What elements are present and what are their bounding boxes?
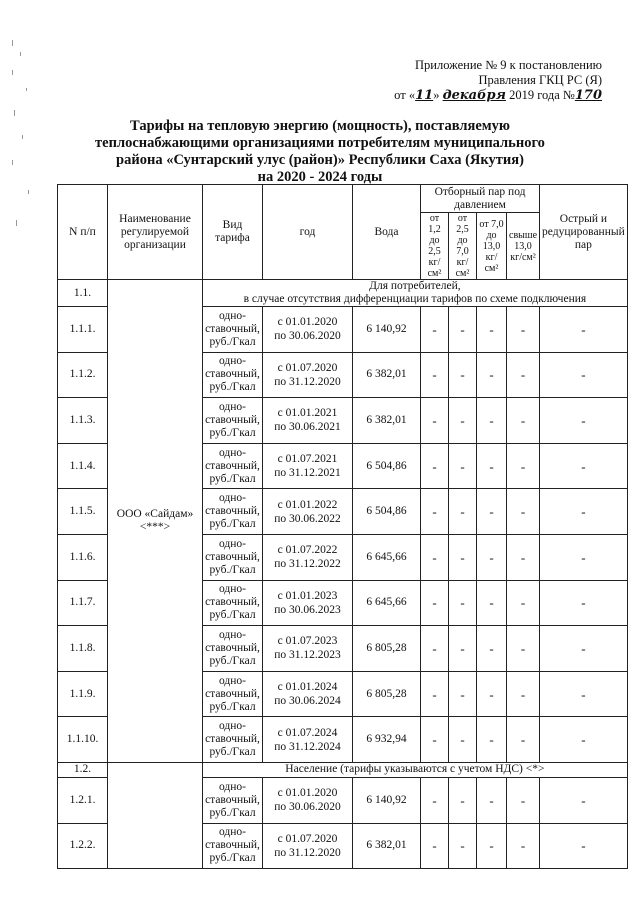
appendix-date-line — [342, 88, 602, 103]
empty-value-dash: - — [540, 534, 628, 580]
empty-value-dash: - — [421, 489, 449, 535]
empty-value-dash: - — [421, 717, 449, 763]
header-steam-group: Отборный пар под давлением — [421, 185, 540, 213]
empty-value-dash: - — [477, 443, 507, 489]
empty-value-dash: - — [421, 398, 449, 444]
empty-value-dash: - — [477, 352, 507, 398]
empty-value-dash: - — [507, 489, 540, 535]
empty-value-dash: - — [540, 717, 628, 763]
section-row — [58, 280, 628, 307]
empty-value-dash: - — [507, 580, 540, 626]
empty-value-dash: - — [421, 777, 449, 823]
empty-value-dash: - — [477, 489, 507, 535]
row-num: 1.2.2. — [58, 823, 108, 869]
row-num: 1.1.8. — [58, 626, 108, 672]
empty-value-dash: - — [477, 717, 507, 763]
row-num: 1.1.9. — [58, 671, 108, 717]
period — [263, 717, 353, 763]
tariff-type: одно-ставочный, руб./Гкал — [203, 352, 263, 398]
section-num: 1.2. — [58, 762, 108, 777]
water-value: 6 504,86 — [353, 489, 421, 535]
period — [263, 823, 353, 869]
empty-value-dash: - — [477, 823, 507, 869]
empty-value-dash: - — [540, 671, 628, 717]
tariff-type: одно-ставочный, руб./Гкал — [203, 777, 263, 823]
scan-margin-marks — [6, 40, 46, 240]
row-num: 1.1.1. — [58, 307, 108, 353]
period — [263, 307, 353, 353]
header-num: N п/п — [58, 185, 108, 280]
tariff-type: одно-ставочный, руб./Гкал — [203, 717, 263, 763]
tariff-type: одно-ставочный, руб./Гкал — [203, 626, 263, 672]
empty-value-dash: - — [540, 580, 628, 626]
org-empty — [108, 762, 203, 868]
header-steam-1: от 1,2 до 2,5 кг/см² — [421, 213, 449, 280]
empty-value-dash: - — [421, 626, 449, 672]
header-steam-4: свыше 13,0 кг/см² — [507, 213, 540, 280]
row-num: 1.1.2. — [58, 352, 108, 398]
period-to: по 30.06.2020 — [274, 801, 341, 814]
empty-value-dash: - — [540, 489, 628, 535]
water-value: 6 382,01 — [353, 823, 421, 869]
period-from: с 01.07.2024 — [277, 726, 338, 739]
period-to: по 31.12.2020 — [274, 846, 341, 859]
empty-value-dash: - — [507, 823, 540, 869]
empty-value-dash: - — [421, 307, 449, 353]
empty-value-dash: - — [477, 307, 507, 353]
period — [263, 626, 353, 672]
header-year: год — [263, 185, 353, 280]
period-to: по 31.12.2021 — [274, 467, 341, 480]
empty-value-dash: - — [449, 777, 477, 823]
period-to: по 31.12.2024 — [274, 740, 341, 753]
tariff-type: одно-ставочный, руб./Гкал — [203, 398, 263, 444]
appendix-line-1: Приложение № 9 к постановлению — [415, 58, 602, 72]
header-steam-3: от 7,0 до 13,0 кг/см² — [477, 213, 507, 280]
water-value: 6 805,28 — [353, 671, 421, 717]
empty-value-dash: - — [449, 307, 477, 353]
empty-value-dash: - — [421, 580, 449, 626]
period-to: по 30.06.2022 — [274, 512, 341, 525]
empty-value-dash: - — [477, 626, 507, 672]
row-num: 1.1.3. — [58, 398, 108, 444]
water-value: 6 140,92 — [353, 307, 421, 353]
empty-value-dash: - — [507, 443, 540, 489]
period — [263, 671, 353, 717]
empty-value-dash: - — [449, 489, 477, 535]
period-from: с 01.01.2021 — [277, 407, 338, 420]
empty-value-dash: - — [421, 534, 449, 580]
tariff-type: одно-ставочный, руб./Гкал — [203, 307, 263, 353]
empty-value-dash: - — [477, 534, 507, 580]
row-num: 1.2.1. — [58, 777, 108, 823]
tariff-type: одно-ставочный, руб./Гкал — [203, 671, 263, 717]
header-steam-2: от 2,5 до 7,0 кг/см² — [449, 213, 477, 280]
empty-value-dash: - — [477, 671, 507, 717]
empty-value-dash: - — [540, 823, 628, 869]
period-from: с 01.07.2022 — [277, 544, 338, 557]
date-year: 2019 года № — [509, 88, 575, 102]
period — [263, 534, 353, 580]
period-to: по 31.12.2023 — [274, 649, 341, 662]
period-from: с 01.01.2022 — [277, 498, 338, 511]
date-month: декабря — [442, 88, 506, 103]
empty-value-dash: - — [507, 352, 540, 398]
empty-value-dash: - — [449, 352, 477, 398]
appendix-header — [342, 58, 602, 103]
empty-value-dash: - — [449, 823, 477, 869]
empty-value-dash: - — [421, 443, 449, 489]
header-water: Вода — [353, 185, 421, 280]
period — [263, 489, 353, 535]
date-mid: » — [433, 88, 440, 102]
empty-value-dash: - — [449, 398, 477, 444]
empty-value-dash: - — [507, 398, 540, 444]
tariff-type: одно-ставочный, руб./Гкал — [203, 489, 263, 535]
empty-value-dash: - — [449, 717, 477, 763]
title-line-3: района «Сунтарский улус (район)» Республики Саха (Якутия) — [116, 152, 524, 168]
water-value: 6 140,92 — [353, 777, 421, 823]
date-number: 170 — [574, 88, 602, 103]
period-to: по 31.12.2022 — [274, 558, 341, 571]
period — [263, 580, 353, 626]
header-sharp-steam: Острый и редуцированный пар — [540, 185, 628, 280]
tariff-type: одно-ставочный, руб./Гкал — [203, 823, 263, 869]
empty-value-dash: - — [477, 580, 507, 626]
empty-value-dash: - — [507, 777, 540, 823]
document-title — [60, 118, 580, 186]
row-num: 1.1.10. — [58, 717, 108, 763]
tariff-type: одно-ставочный, руб./Гкал — [203, 534, 263, 580]
date-prefix: от « — [394, 88, 416, 102]
empty-value-dash: - — [540, 626, 628, 672]
period-from: с 01.01.2023 — [277, 589, 338, 602]
period-from: с 01.01.2024 — [277, 681, 338, 694]
tariff-type: одно-ставочный, руб./Гкал — [203, 443, 263, 489]
empty-value-dash: - — [449, 534, 477, 580]
empty-value-dash: - — [540, 352, 628, 398]
empty-value-dash: - — [507, 534, 540, 580]
period-from: с 01.07.2020 — [277, 832, 338, 845]
period-to: по 30.06.2021 — [274, 421, 341, 434]
water-value: 6 645,66 — [353, 534, 421, 580]
appendix-line-2: Правления ГКЦ РС (Я) — [478, 73, 602, 87]
empty-value-dash: - — [540, 398, 628, 444]
empty-value-dash: - — [540, 307, 628, 353]
period — [263, 443, 353, 489]
period-to: по 30.06.2020 — [274, 330, 341, 343]
row-num: 1.1.5. — [58, 489, 108, 535]
title-line-1: Тарифы на тепловую энергию (мощность), поставляемую — [130, 118, 510, 134]
date-day: 11 — [415, 88, 434, 103]
tariff-type: одно-ставочный, руб./Гкал — [203, 580, 263, 626]
water-value: 6 645,66 — [353, 580, 421, 626]
period-from: с 01.01.2020 — [277, 316, 338, 329]
water-value: 6 504,86 — [353, 443, 421, 489]
empty-value-dash: - — [507, 717, 540, 763]
section-row — [58, 762, 628, 777]
header-tariff-type: Вид тарифа — [203, 185, 263, 280]
empty-value-dash: - — [540, 777, 628, 823]
period-from: с 01.07.2020 — [277, 361, 338, 374]
empty-value-dash: - — [540, 443, 628, 489]
water-value: 6 805,28 — [353, 626, 421, 672]
empty-value-dash: - — [449, 443, 477, 489]
row-num: 1.1.6. — [58, 534, 108, 580]
empty-value-dash: - — [449, 626, 477, 672]
title-line-2: теплоснабжающими организациями потребителям муниципального — [95, 135, 545, 151]
empty-value-dash: - — [477, 398, 507, 444]
row-num: 1.1.7. — [58, 580, 108, 626]
period — [263, 352, 353, 398]
empty-value-dash: - — [477, 777, 507, 823]
header-org: Наименование регулируемой организации — [108, 185, 203, 280]
water-value: 6 932,94 — [353, 717, 421, 763]
title-line-4: на 2020 - 2024 годы — [257, 169, 383, 185]
empty-value-dash: - — [421, 823, 449, 869]
period-to: по 31.12.2020 — [274, 375, 341, 388]
org-name: ООО «Сайдам» <***> — [108, 280, 203, 763]
period — [263, 777, 353, 823]
section-text-line-2: в случае отсутствия дифференциации тарифов по схеме подключения — [243, 293, 587, 305]
period — [263, 398, 353, 444]
empty-value-dash: - — [507, 671, 540, 717]
period-from: с 01.07.2023 — [277, 635, 338, 648]
section-text — [203, 280, 628, 307]
empty-value-dash: - — [507, 307, 540, 353]
empty-value-dash: - — [421, 671, 449, 717]
section-num: 1.1. — [58, 280, 108, 307]
section-text-line-1: Для потребителей, — [369, 280, 461, 292]
empty-value-dash: - — [449, 671, 477, 717]
period-to: по 30.06.2023 — [274, 603, 341, 616]
water-value: 6 382,01 — [353, 398, 421, 444]
empty-value-dash: - — [421, 352, 449, 398]
section-text: Население (тарифы указываются с учетом НДС) <*> — [203, 762, 628, 777]
empty-value-dash: - — [507, 626, 540, 672]
row-num: 1.1.4. — [58, 443, 108, 489]
empty-value-dash: - — [449, 580, 477, 626]
tariff-table — [57, 184, 628, 869]
water-value: 6 382,01 — [353, 352, 421, 398]
period-from: с 01.01.2020 — [277, 787, 338, 800]
period-from: с 01.07.2021 — [277, 453, 338, 466]
period-to: по 30.06.2024 — [274, 695, 341, 708]
